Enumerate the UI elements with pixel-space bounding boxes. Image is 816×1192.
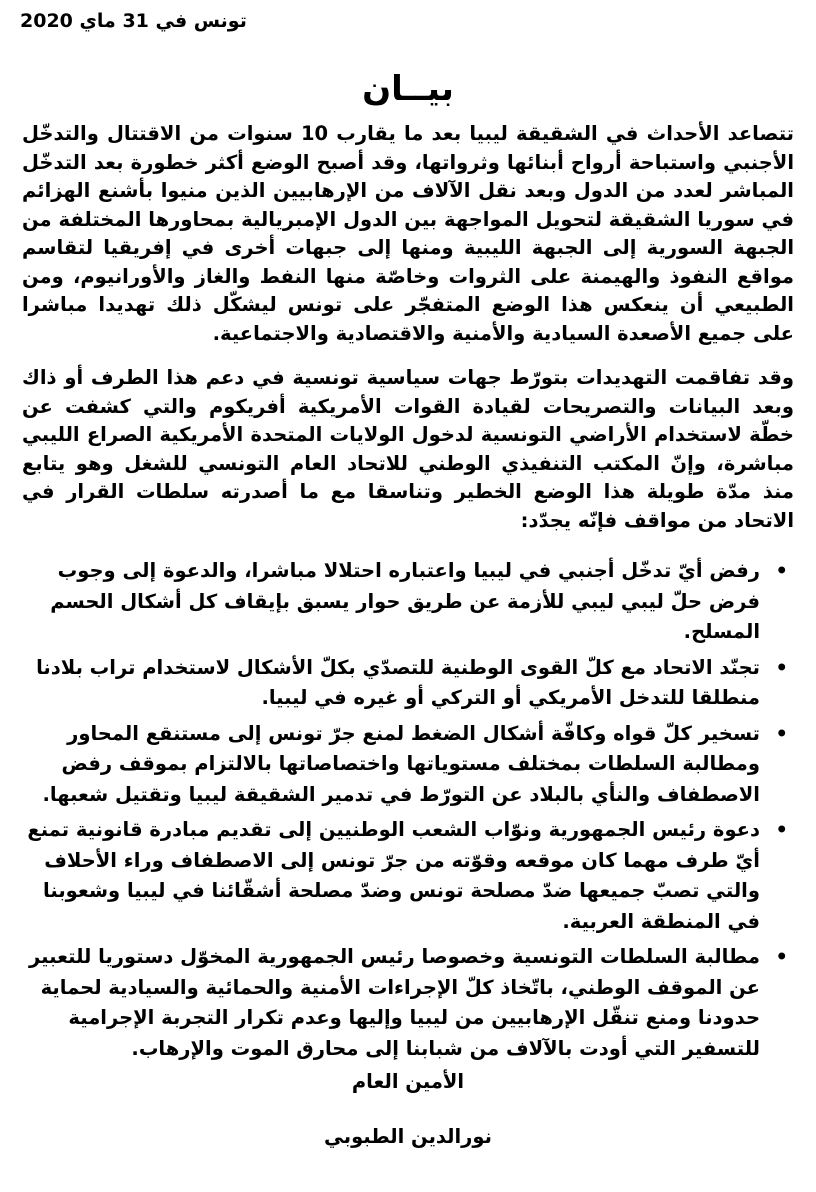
list-item-text: تجنّد الاتحاد مع كلّ القوى الوطنية للتصدّي بكلّ الأشكال لاستخدام تراب بلادنا منطلقا للتدخل الأمريكي أو التركي أو غيره في ليبيا. bbox=[36, 655, 760, 709]
bullet-icon: • bbox=[775, 721, 788, 745]
list-item bbox=[22, 653, 794, 714]
signatory-name: نورالدين الطبوبي bbox=[324, 1125, 492, 1148]
bullet-icon: • bbox=[775, 818, 788, 841]
list-item bbox=[22, 719, 794, 811]
list-item-text: دعوة رئيس الجمهورية ونوّاب الشعب الوطنيين إلى تقديم مبادرة قانونية تمنع أيّ طرف مهما كان موقعه وقوّته من جرّ تونس إلى الاصطفاف وراء الأحلاف والتي تصبّ جميعها ضدّ مصلحة تونس وضدّ مصلحة أشقّائنا في ليبيا وشعوبنا في المنطقة العربية. bbox=[27, 818, 760, 933]
second-paragraph: وقد تفاقمت التهديدات بتورّط جهات سياسية تونسية في دعم هذا الطرف أو ذاك وبعد البيانات والتصريحات لقيادة القوات الأمريكية أفريكوم والتي كشفت عن خطّة لاستخدام الأراضي التونسية لدخول الولايات المتحدة الأمريكية الصراع الليبي مباشرة، وإنّ المكتب التنفيذي الوطني للاتحاد العام التونسي للشغل وهو يتابع منذ مدّة طويلة هذا الوضع الخطير وتناسقا مع ما أصدرته سلطات القرار في الاتحاد من مواقف فإنّه يجدّد: bbox=[22, 366, 794, 532]
list-item bbox=[22, 815, 794, 937]
bullet-icon: • bbox=[775, 945, 788, 968]
document-title: بيــان bbox=[362, 69, 454, 109]
intro-paragraph: تتصاعد الأحداث في الشقيقة ليبيا بعد ما يقارب 10 سنوات من الاقتتال والتدخّل الأجنبي واستباحة أرواح أبنائها وثرواتها، وقد أصبح الوضع أكثر خطورة بعد التدخّل المباشر لعدد من الدول وبعد نقل الآلاف من الإرهابيين الذين منيوا بأشنع الهزائم في سوريا الشقيقة لتحويل المواجهة بين الدول الإمبريالية بمحاورها المختلفة من الجبهة السورية إلى الجبهة الليبية ومنها إلى جبهات أخرى في إفريقيا لتقاسم مواقع النفوذ والهيمنة على الثروات وخاصّة منها النفط والغاز والأورانيوم، ومن الطبيعي أن ينعكس هذا الوضع المتفجّر على تونس ليشكّل ذلك تهديدا مباشرا على جميع الأصعدة السيادية والأمنية والاقتصادية والاجتماعية. bbox=[22, 122, 794, 345]
date-line: تونس في 31 ماي 2020 bbox=[20, 10, 247, 32]
signatory-title: الأمين العام bbox=[351, 1070, 465, 1093]
list-item bbox=[22, 942, 794, 1064]
list-item-text: رفض أيّ تدخّل أجنبي في ليبيا واعتباره احتلالا مباشرا، والدعوة إلى وجوب فرض حلّ ليبي ليبي للأزمة عن طريق حوار يسبق بإيقاف كل أشكال الحسم المسلح. bbox=[50, 559, 760, 643]
list-item bbox=[22, 556, 794, 648]
bullet-icon: • bbox=[775, 655, 788, 679]
bullet-icon: • bbox=[775, 559, 788, 582]
list-item-text: تسخير كلّ قواه وكافّة أشكال الضغط لمنع جرّ تونس إلى مستنقع المحاور ومطالبة السلطات بمختلف مستوياتها واختصاصاتها بالالتزام بموقف رفض الاصطفاف والنأي بالبلاد عن التورّط في تدمير الشقيقة ليبيا وتقتيل شعبها. bbox=[42, 721, 760, 806]
list-item-text: مطالبة السلطات التونسية وخصوصا رئيس الجمهورية المخوّل دستوريا للتعبير عن الموقف الوطني، باتّخاذ كلّ الإجراءات الأمنية والحمائية والسيادية لحماية حدودنا ومنع تنقّل الإرهابيين من ليبيا وإليها وعدم تكرار التجربة الإجرامية للتسفير التي أودت بالآلاف من شبابنا إلى محارق الموت والإرهاب. bbox=[29, 945, 760, 1060]
demands-list bbox=[22, 556, 794, 1069]
